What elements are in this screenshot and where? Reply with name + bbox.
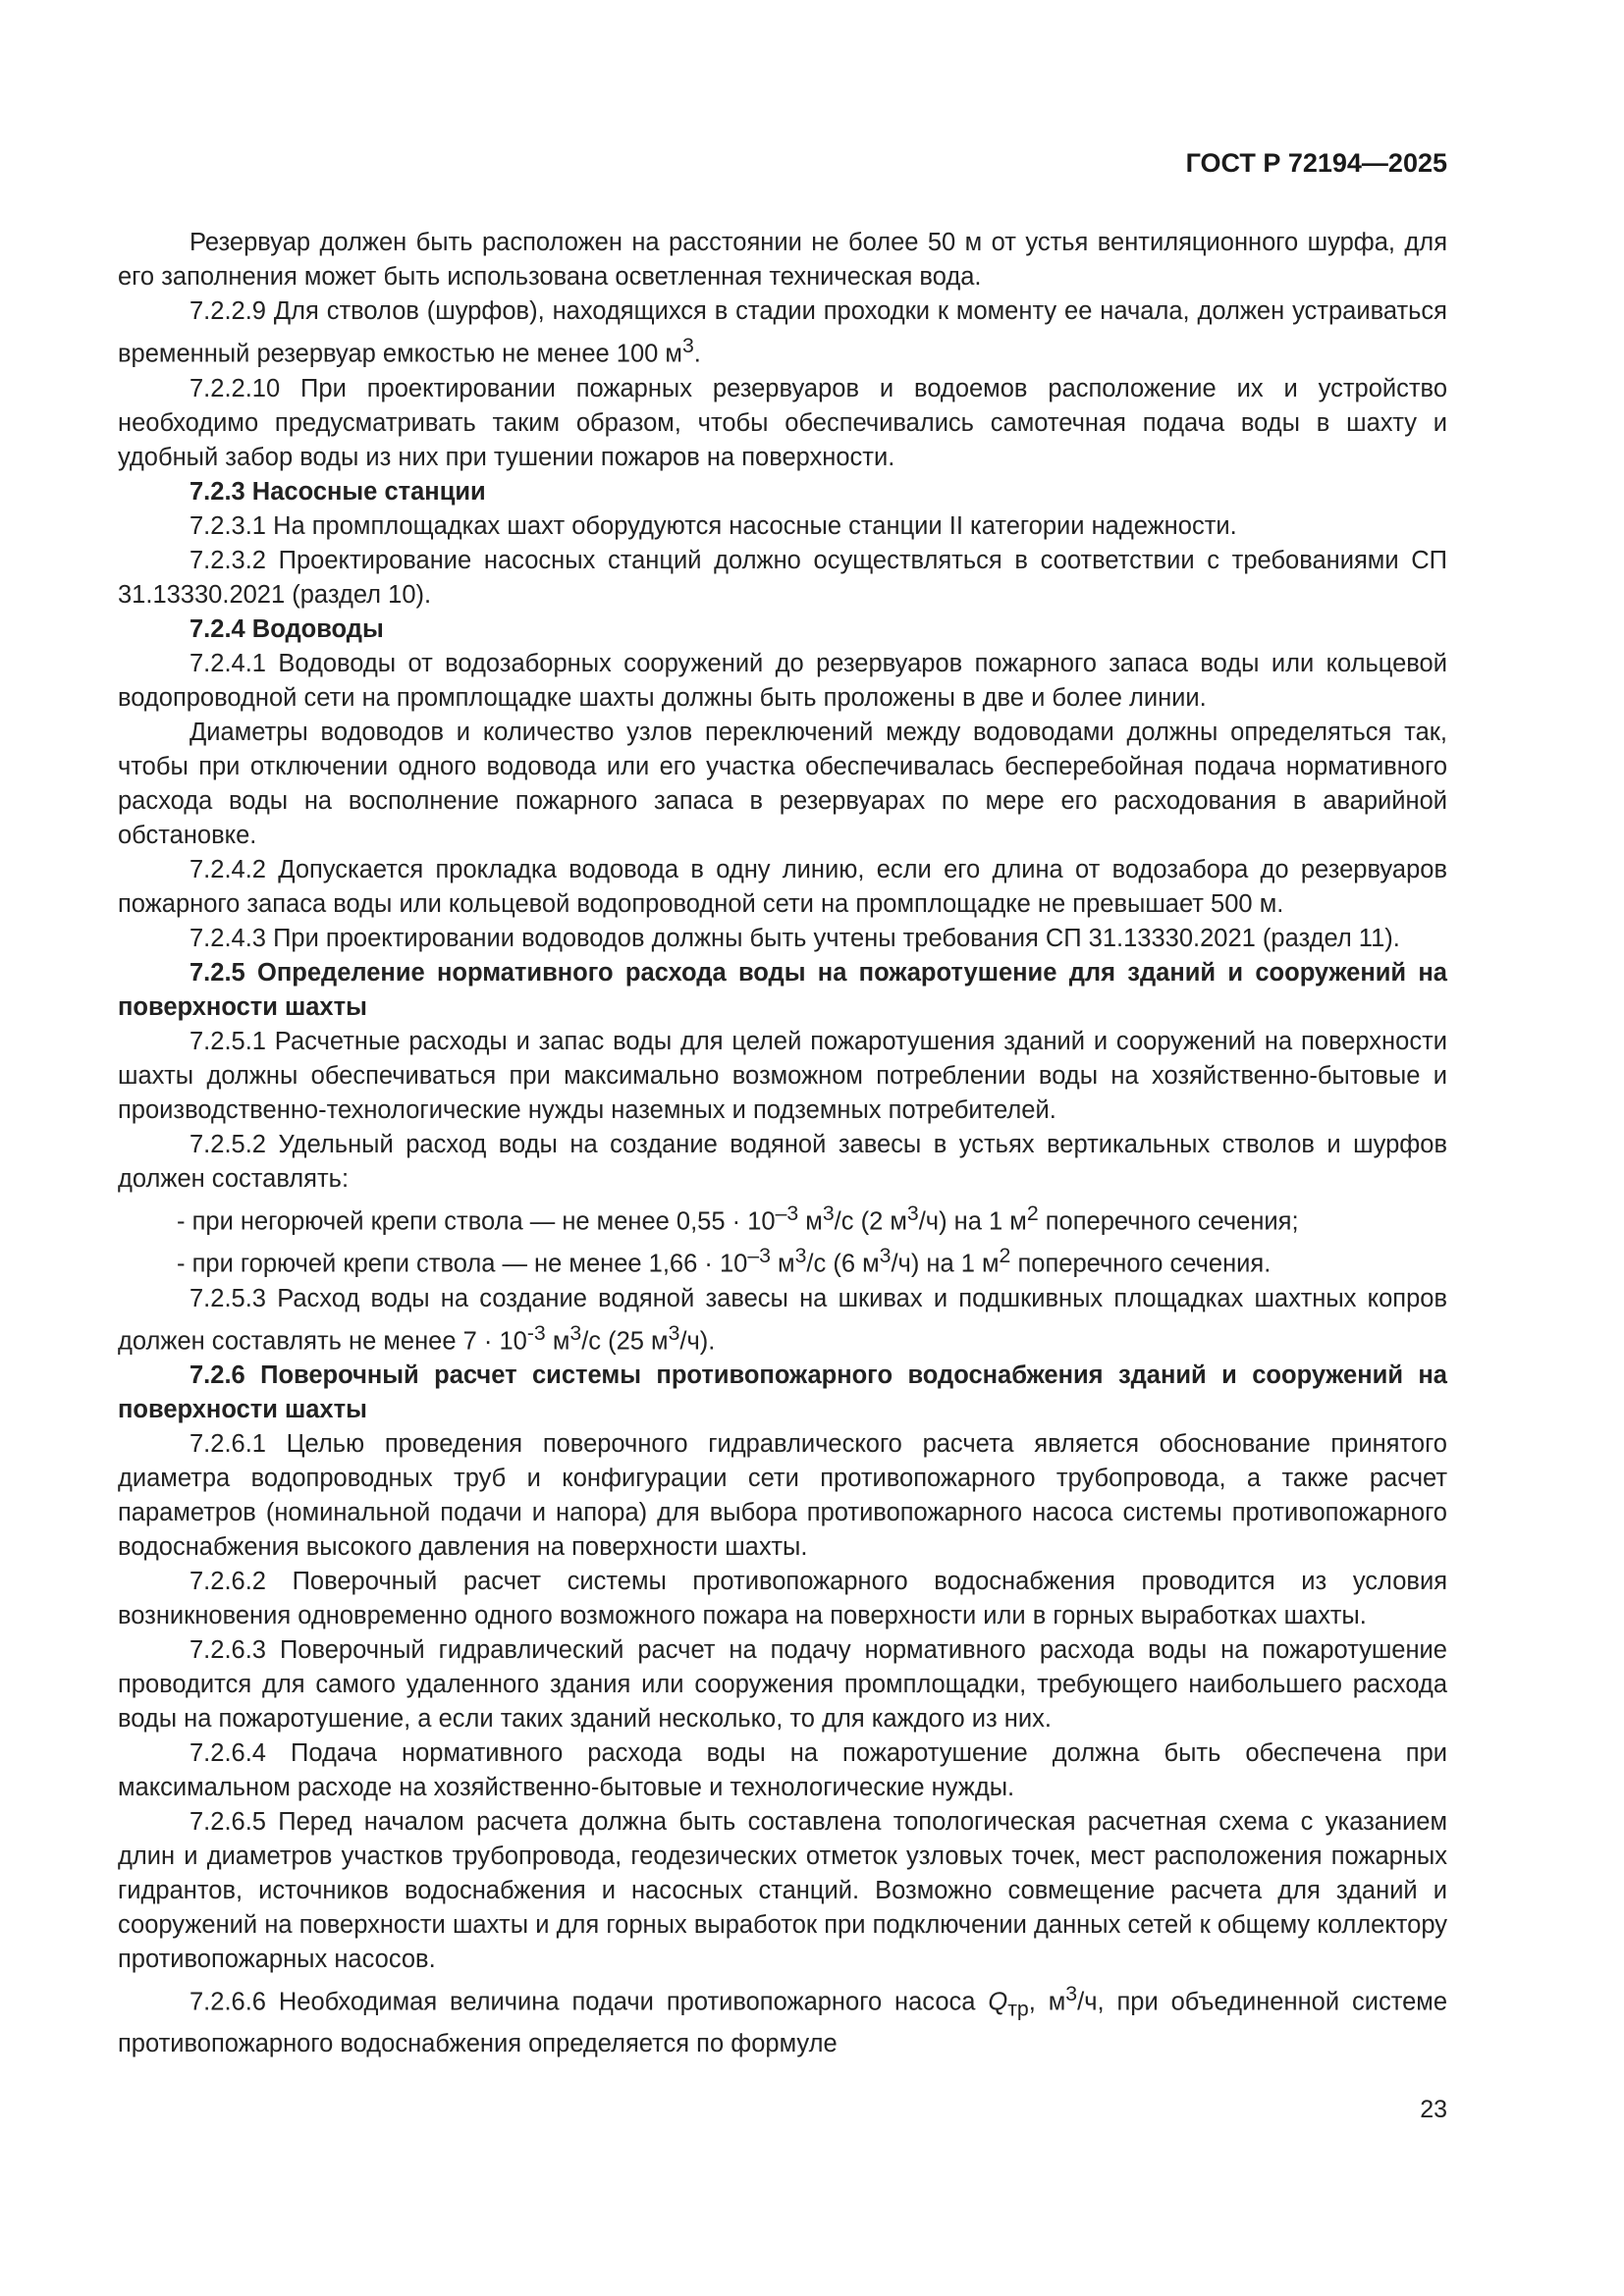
- paragraph-text: , м: [1028, 1988, 1066, 2016]
- document-code-header: ГОСТ Р 72194—2025: [1185, 148, 1447, 178]
- superscript: 3: [822, 1201, 835, 1225]
- paragraph: 7.2.3.1 На промплощадках шахт оборудуются насосные станции II категории надежности.: [189, 511, 1237, 540]
- paragraph-text: 7.2.6.6 Необходимая величина подачи противопожарного насоса: [189, 1988, 989, 2016]
- superscript: 3: [681, 334, 694, 357]
- paragraph: 7.2.5.1 Расчетные расходы и запас воды для целей пожаротушения зданий и сооружений на поверхности шахты должны обеспечиваться при максимально возможном потреблении воды на хозяйственно-бытовые и производственно-технологические нужды наземных и подземных потребителей.: [118, 1027, 1447, 1124]
- section-heading: 7.2.4 Водоводы: [189, 614, 384, 643]
- paragraph: 7.2.6.5 Перед началом расчета должна быть составлена топологическая расчетная схема с указанием длин и диаметров участков трубопровода, геодезических отметок узловых точек, мест расположения пожарных гидрантов, источников водоснабжения и насосных станций. Возможно совмещение расчета для зданий и сооружений на поверхности шахты и для горных выработок при подключении данных сетей к общему коллектору противопожарных насосов.: [118, 1808, 1447, 1973]
- superscript: 3: [794, 1244, 807, 1267]
- paragraph: [118, 1977, 1447, 2061]
- superscript: 2: [1026, 1201, 1039, 1225]
- paragraph-text: м: [798, 1207, 823, 1235]
- paragraph-text: м: [770, 1250, 795, 1278]
- paragraph: 7.2.5.2 Удельный расход воды на создание водяной завесы в устьях вертикальных стволов и шурфов должен составлять:: [118, 1130, 1447, 1193]
- document-body: [118, 226, 1447, 2061]
- superscript: 3: [1065, 1982, 1078, 2005]
- paragraph: 7.2.6.4 Подача нормативного расхода воды на пожаротушение должна быть обеспечена при максимальном расходе на хозяйственно-бытовые и технологические нужды.: [118, 1739, 1447, 1801]
- list-item: [118, 1239, 1447, 1282]
- paragraph-text: /с (25 м: [581, 1327, 669, 1355]
- paragraph: 7.2.3.2 Проектирование насосных станций должно осуществляться в соответствии с требованиями СП 31.13330.2021 (раздел 10).: [118, 546, 1447, 609]
- superscript: –3: [775, 1201, 799, 1225]
- paragraph: [118, 294, 1447, 372]
- paragraph-text: /ч, при объединенной системе противопожарного водоснабжения определяется по формуле: [118, 1988, 1448, 2057]
- superscript: 3: [569, 1320, 582, 1345]
- paragraph: 7.2.6.3 Поверочный гидравлический расчет на подачу нормативного расхода воды на пожаротушение проводится для самого удаленного здания или сооружения промплощадки, требующего наибольшего расхода воды на пожаротушение, а если таких зданий несколько, то для каждого из них.: [118, 1636, 1447, 1733]
- paragraph: 7.2.6.2 Поверочный расчет системы противопожарного водоснабжения проводится из условия возникновения одновременно одного возможного пожара на поверхности или в горных выработках шахты.: [118, 1568, 1447, 1629]
- paragraph-text: поперечного сечения.: [1010, 1250, 1272, 1278]
- section-heading: 7.2.5 Определение нормативного расхода воды на пожаротушение для зданий и сооружений на поверхности шахты: [118, 958, 1447, 1021]
- paragraph-text: поперечного сечения;: [1038, 1207, 1299, 1235]
- section-heading: 7.2.6 Поверочный расчет системы противопожарного водоснабжения зданий и сооружений на поверхности шахты: [118, 1362, 1447, 1423]
- subscript: тр: [1007, 1997, 1029, 2021]
- paragraph: 7.2.4.1 Водоводы от водозаборных сооружений до резервуаров пожарного запаса воды или кольцевой водопроводной сети на промплощадке шахты должны быть проложены в две и более линии.: [118, 649, 1447, 712]
- variable-symbol: Q: [988, 1988, 1008, 2016]
- paragraph-text: /с (6 м: [806, 1250, 880, 1278]
- paragraph: Диаметры водоводов и количество узлов переключений между водоводами должны определяться так, чтобы при отключении одного водовода или его участка обеспечивалась бесперебойная подача нормативного расхода воды на восполнение пожарного запаса в резервуарах по мере его расходования в аварийной обстановке.: [118, 718, 1447, 849]
- paragraph-text: - при горючей крепи ствола — не менее 1,66 · 10: [177, 1250, 748, 1278]
- paragraph-text: /с (2 м: [834, 1207, 907, 1235]
- superscript: 3: [879, 1244, 892, 1267]
- paragraph: 7.2.2.10 При проектировании пожарных резервуаров и водоемов расположение их и устройство необходимо предусматривать таким образом, чтобы обеспечивались самотечная подача воды в шахту и удобный забор воды из них при тушении пожаров на поверхности.: [118, 374, 1447, 471]
- superscript: 3: [906, 1201, 919, 1225]
- page-number: 23: [1420, 2096, 1447, 2123]
- paragraph-text: 7.2.2.9 Для стволов (шурфов), находящихся в стадии проходки к моменту ее начала, должен устраиваться временный резервуар емкостью не менее 100 м: [118, 297, 1447, 368]
- list-item: [118, 1197, 1447, 1240]
- paragraph-text: /ч).: [679, 1327, 716, 1355]
- paragraph-text: м: [545, 1327, 570, 1355]
- superscript: 2: [999, 1244, 1011, 1267]
- superscript: 3: [668, 1320, 680, 1345]
- paragraph-text: /ч) на 1 м: [918, 1207, 1027, 1235]
- paragraph-text: 7.2.5.3 Расход воды на создание водяной завесы на шкивах и подшкивных площадках шахтных копров должен составлять не менее 7 · 10: [118, 1284, 1447, 1355]
- paragraph: 7.2.4.3 При проектировании водоводов должны быть учтены требования СП 31.13330.2021 (раздел 11).: [189, 924, 1400, 952]
- paragraph-text: - при негорючей крепи ствола — не менее 0,55 · 10: [177, 1207, 776, 1235]
- superscript: -3: [526, 1320, 546, 1345]
- paragraph: [118, 1282, 1447, 1360]
- paragraph: Резервуар должен быть расположен на расстоянии не более 50 м от устья вентиляционного шурфа, для его заполнения может быть использована осветленная техническая вода.: [118, 229, 1447, 291]
- superscript: –3: [747, 1244, 771, 1267]
- paragraph: 7.2.4.2 Допускается прокладка водовода в одну линию, если его длина от водозабора до резервуаров пожарного запаса воды или кольцевой водопроводной сети на промплощадке не превышает 500 м.: [118, 855, 1447, 918]
- paragraph: 7.2.6.1 Целью проведения поверочного гидравлического расчета является обоснование принятого диаметра водопроводных труб и конфигурации сети противопожарного трубопровода, а также расчет параметров (номинальной подачи и напора) для выбора противопожарного насоса системы противопожарного водоснабжения высокого давления на поверхности шахты.: [118, 1430, 1447, 1561]
- paragraph-text: .: [693, 340, 701, 368]
- paragraph-text: /ч) на 1 м: [891, 1250, 1000, 1278]
- section-heading: 7.2.3 Насосные станции: [189, 477, 486, 506]
